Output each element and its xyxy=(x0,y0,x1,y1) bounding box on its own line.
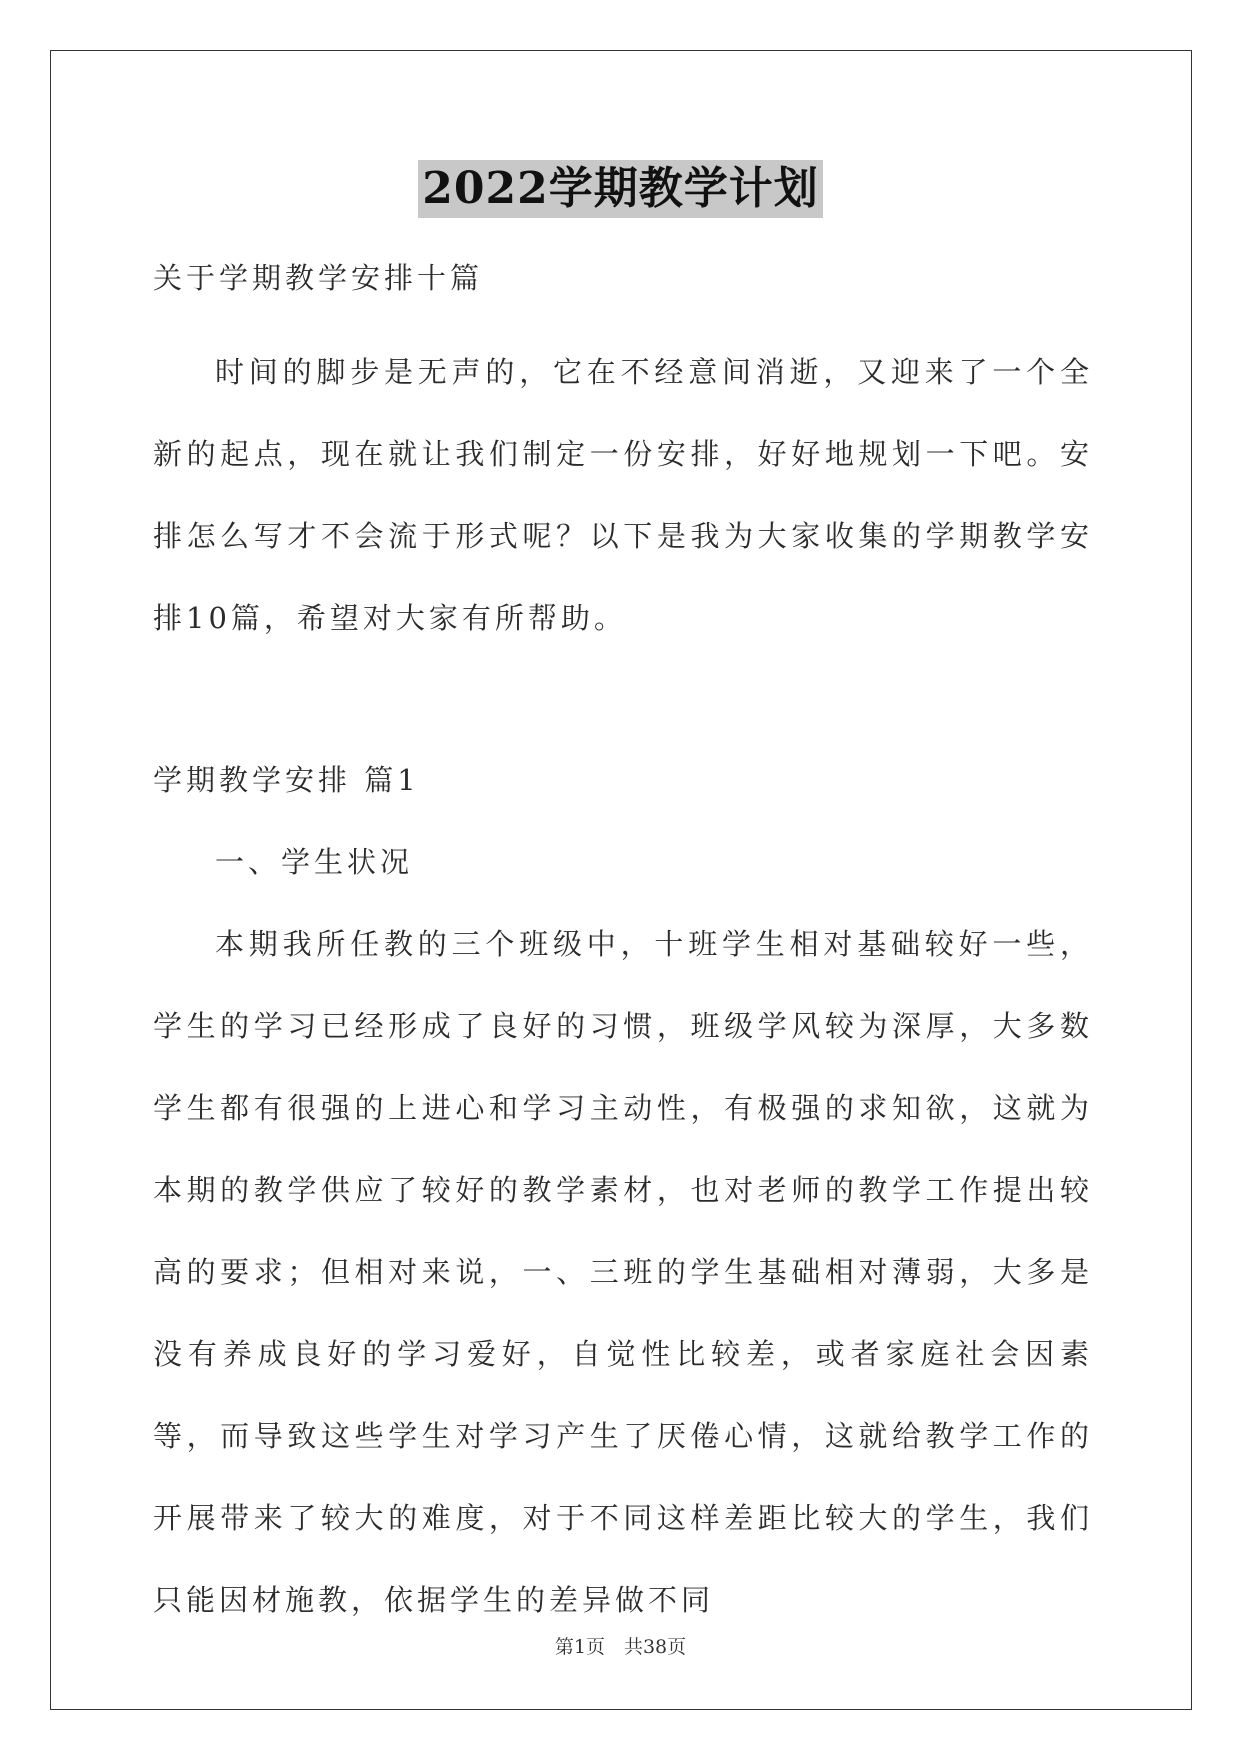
document-subtitle: 关于学期教学安排十篇 xyxy=(153,261,484,295)
sub-heading: 一、学生状况 xyxy=(215,845,414,879)
body-paragraph: 本期我所任教的三个班级中，十班学生相对基础较好一些，学生的学习已经形成了良好的习惯，班级学风较为深厚，大多数学生都有很强的上进心和学习主动性，有极强的求知欲，这就为本期的教学供应了较好的教学素材，也对老师的教学工作提出较高的要求；但相对来说，一、三班的学生基础相对薄弱，大多是没有养成良好的学习爱好，自觉性比较差，或者家庭社会因素等，而导致这些学生对学习产生了厌倦心情，这就给教学工作的开展带来了较大的难度，对于不同这样差距比较大的学生，我们只能因材施教，依据学生的差异做不同 xyxy=(153,927,1093,1617)
document-title: 2022学期教学计划 xyxy=(418,160,822,218)
page-footer: 第1页 共38页 xyxy=(554,1636,687,1658)
intro-paragraph: 时间的脚步是无声的，它在不经意间消逝，又迎来了一个全新的起点，现在就让我们制定一份安排，好好地规划一下吧。安排怎么写才不会流于形式呢？以下是我为大家收集的学期教学安排10篇，希望对大家有所帮助。 xyxy=(153,355,1093,635)
section-heading: 学期教学安排 篇1 xyxy=(153,763,420,797)
title-container xyxy=(0,160,1241,218)
